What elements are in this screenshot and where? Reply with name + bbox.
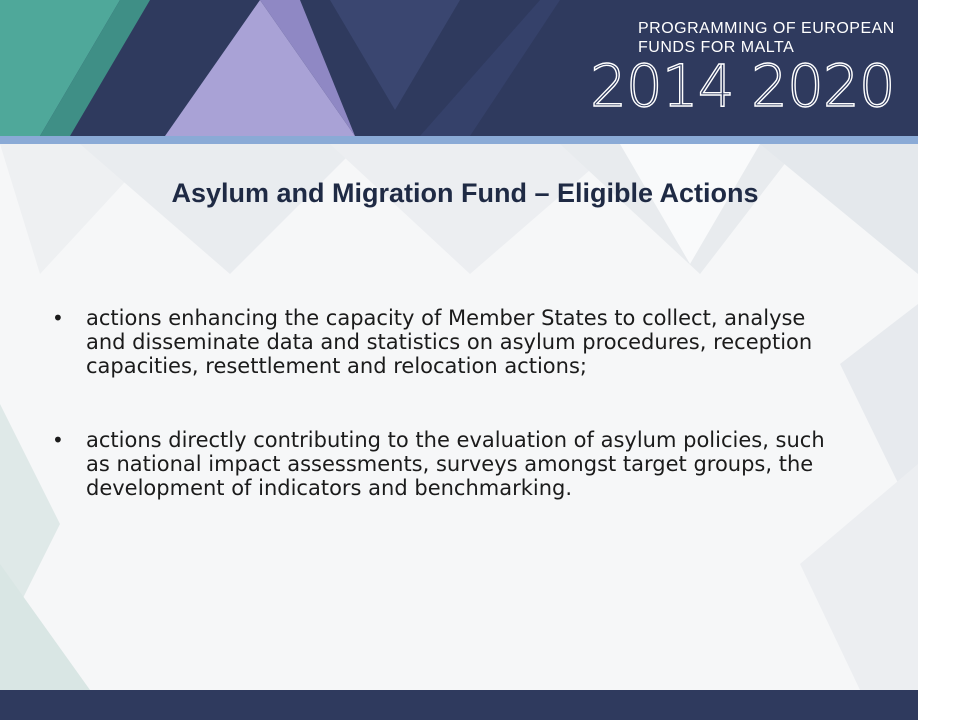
bullet-marker-icon: • <box>52 306 64 330</box>
programming-logo <box>590 18 895 120</box>
logo-line-1: PROGRAMMING OF EUROPEAN <box>638 20 895 37</box>
bullet-text: actions enhancing the capacity of Member States to collect, analyse and disseminate data and statistics on asylum procedures, reception capacities, resettlement and relocation actions; <box>86 306 813 378</box>
right-margin <box>918 0 960 720</box>
bullet-item <box>48 428 848 500</box>
logo-years: 2014 2020 <box>590 52 895 120</box>
bullet-list <box>48 306 848 550</box>
bullet-text: actions directly contributing to the evaluation of asylum policies, such as national impact assessments, surveys amongst target groups, the development of indicators and benchmarking. <box>86 428 825 500</box>
header-accent-line <box>0 136 918 144</box>
bullet-marker-icon: • <box>52 428 64 452</box>
logo-line-2: FUNDS FOR MALTA <box>638 39 795 56</box>
bullet-item <box>48 306 848 378</box>
slide-title: Asylum and Migration Fund – Eligible Actions <box>171 178 759 208</box>
header-band <box>0 0 918 136</box>
footer-band <box>0 690 918 720</box>
